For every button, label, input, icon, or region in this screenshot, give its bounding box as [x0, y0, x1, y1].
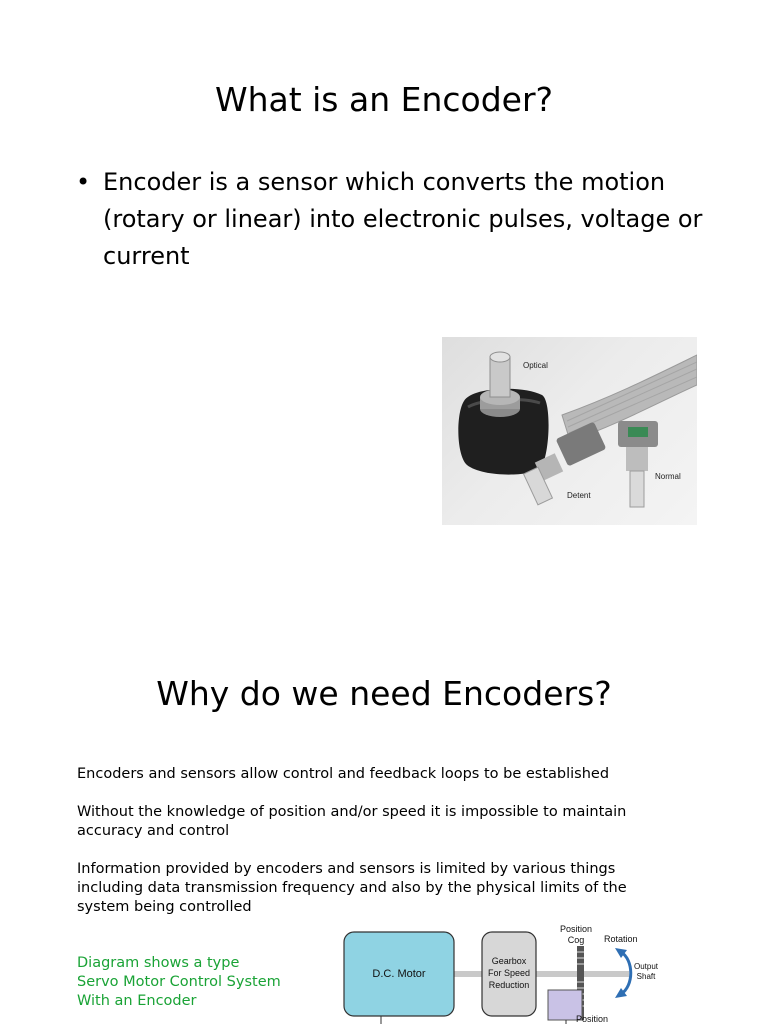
servo-diagram: [336, 922, 676, 1024]
diagram-caption: [77, 954, 307, 1011]
normal-label: Normal: [655, 472, 681, 481]
paragraph: Encoders and sensors allow control and feedback loops to be established: [77, 766, 610, 782]
gearbox-label: Gearbox: [491, 956, 527, 966]
caption-line: Servo Motor Control System: [77, 974, 281, 990]
paragraph: Without the knowledge of position and/or speed it is impossible to maintain accuracy and control: [77, 804, 627, 839]
encoder-photo: [442, 337, 697, 525]
optical-label: Optical: [523, 361, 548, 370]
paragraph: Information provided by encoders and sensors is limited by various things including data transmission frequency and also by the physical limits of the system being controlled: [77, 861, 627, 915]
bullet-item: [76, 164, 716, 275]
slide-title: Why do we need Encoders?: [156, 674, 612, 713]
rotation-label: Rotation: [604, 934, 638, 944]
slide-title: What is an Encoder?: [214, 80, 554, 119]
detent-label: Detent: [567, 491, 591, 500]
caption-line: With an Encoder: [77, 993, 197, 1009]
cog-label: Position: [559, 924, 593, 934]
cog-label: Cog: [567, 935, 585, 945]
motor-label: D.C. Motor: [372, 968, 426, 980]
gearbox-label: Reduction: [488, 980, 530, 990]
gearbox-label: For Speed: [487, 968, 531, 978]
shaft-label: Shaft: [636, 972, 656, 981]
caption-line: Diagram shows a type: [77, 955, 240, 971]
shaft-label: Output: [633, 962, 659, 971]
bullet-text: Encoder is a sensor which converts the motion (rotary or linear) into electronic pulses, voltage or current: [103, 168, 703, 270]
slide-why-encoders: [0, 620, 768, 1024]
bullet-icon: •: [76, 168, 91, 196]
sensor-label: Position: [575, 1014, 609, 1024]
